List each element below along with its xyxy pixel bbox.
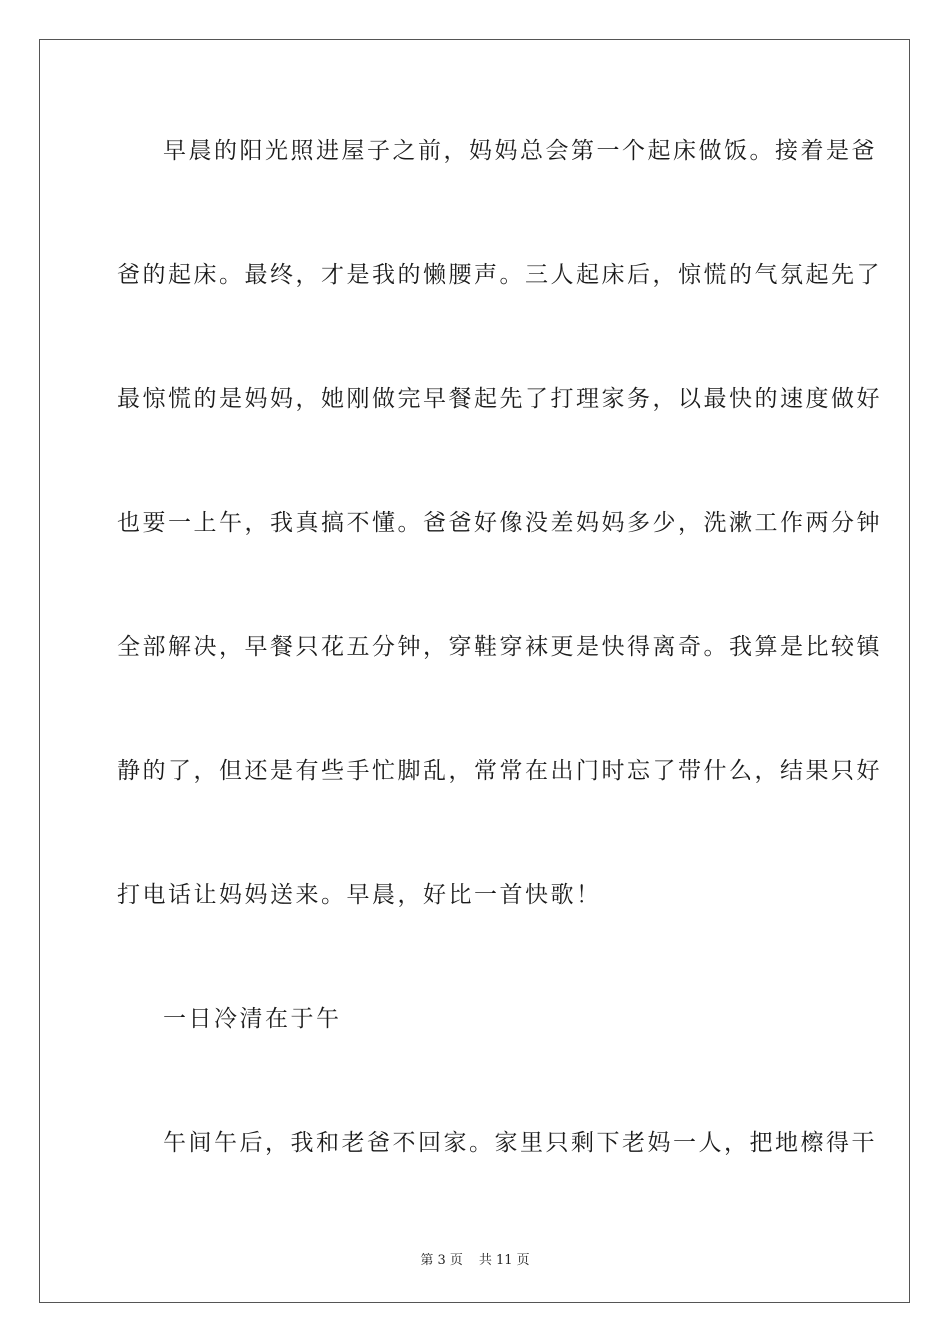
section-heading: 一日冷清在于午 [163,1006,342,1032]
paragraph-line: 爸的起床。最终，才是我的懒腰声。三人起床后，惊慌的气氛起先了 [117,262,882,288]
paragraph-line: 最惊慌的是妈妈，她刚做完早餐起先了打理家务，以最快的速度做好 [117,386,882,412]
paragraph-line: 打电话让妈妈送来。早晨，好比一首快歌！ [117,882,602,908]
page-number: 第 3 页 [420,1253,463,1268]
paragraph-line: 静的了，但还是有些手忙脚乱，常常在出门时忘了带什么，结果只好 [117,758,882,784]
paragraph-line: 早晨的阳光照进屋子之前，妈妈总会第一个起床做饭。接着是爸 [163,138,877,164]
paragraph-line: 午间午后，我和老爸不回家。家里只剩下老妈一人，把地檫得干 [163,1130,877,1156]
page-footer [0,1249,950,1268]
paragraph-line: 也要一上午，我真搞不懂。爸爸好像没差妈妈多少，洗漱工作两分钟 [117,510,882,536]
page-total: 共 11 页 [478,1253,530,1268]
page-border [39,39,910,1303]
paragraph-line: 全部解决，早餐只花五分钟，穿鞋穿袜更是快得离奇。我算是比较镇 [117,634,882,660]
